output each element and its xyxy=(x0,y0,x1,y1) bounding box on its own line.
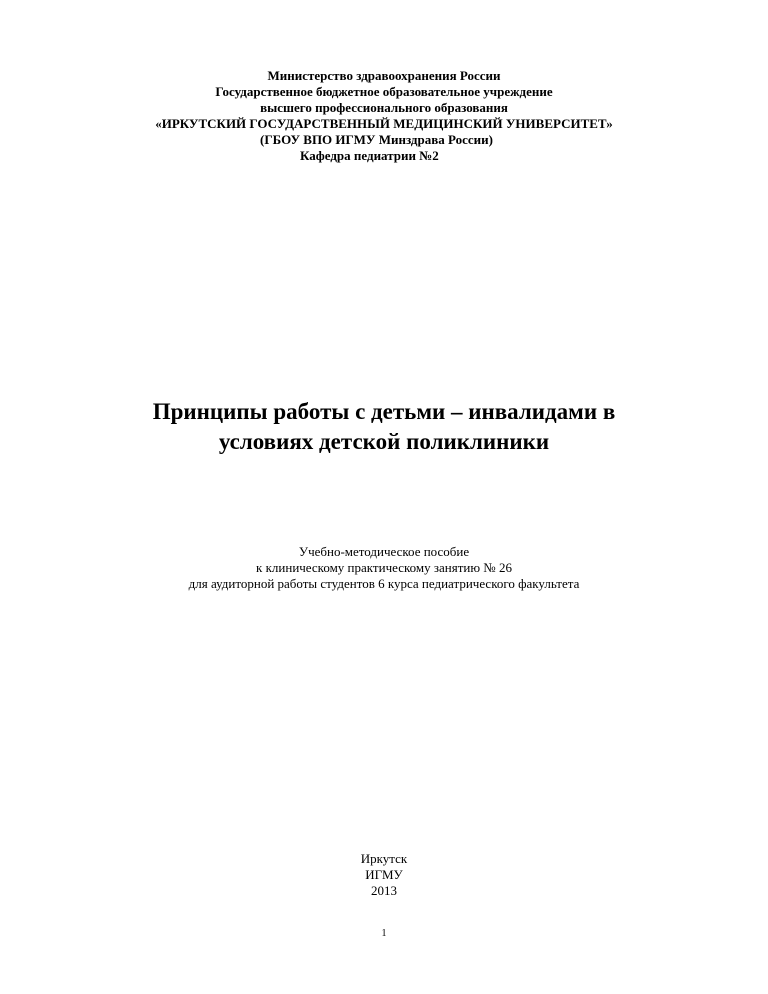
title-line-1: Принципы работы с детьми – инвалидами в xyxy=(152,399,616,424)
department-name: Кафедра педиатрии №2 xyxy=(300,148,439,163)
publication-type: Учебно-методическое пособие xyxy=(298,544,470,559)
university-name: «ИРКУТСКИЙ ГОСУДАРСТВЕННЫЙ МЕДИЦИНСКИЙ УНИВЕРСИТЕТ» xyxy=(155,116,613,131)
title-line-2: условиях детской поликлиники xyxy=(218,429,550,454)
university-abbreviation: (ГБОУ ВПО ИГМУ Минздрава России) xyxy=(260,132,493,147)
institution-type: Государственное бюджетное образовательное учреждение xyxy=(215,84,553,99)
education-level: высшего профессионального образования xyxy=(260,100,508,115)
year: 2013 xyxy=(371,883,397,898)
audience-description: для аудиторной работы студентов 6 курса педиатрического факультета xyxy=(188,576,580,591)
city: Иркутск xyxy=(360,851,408,866)
lesson-reference: к клиническому практическому занятию № 26 xyxy=(256,560,512,575)
ministry-name: Министерство здравоохранения России xyxy=(267,68,501,83)
publisher: ИГМУ xyxy=(365,867,403,882)
page-number: 1 xyxy=(381,928,387,939)
